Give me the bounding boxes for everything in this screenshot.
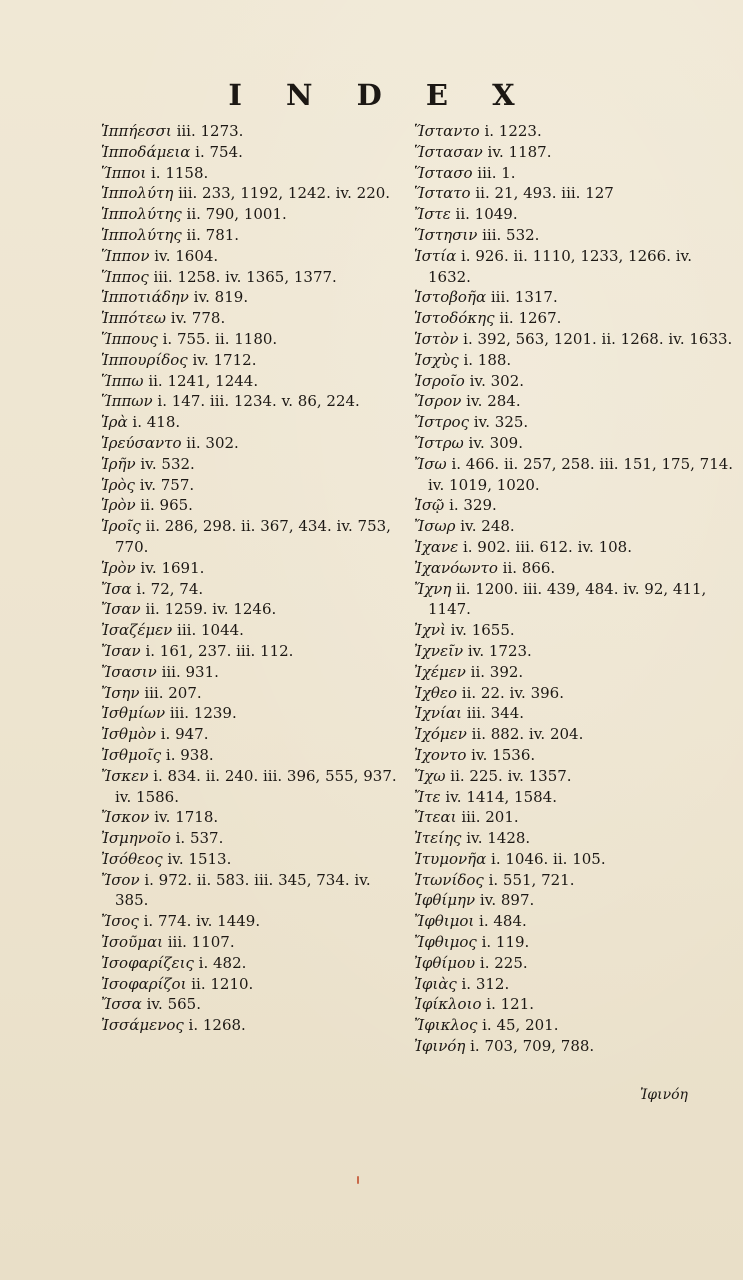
index-headword: Ἱρὸν xyxy=(101,496,136,515)
index-references: iii. 1273. xyxy=(171,122,244,140)
index-entry xyxy=(101,287,401,308)
index-entry xyxy=(101,766,401,808)
index-references: ii. 1210. xyxy=(186,974,254,993)
index-references: ii. 1049. xyxy=(450,205,518,224)
index-entry xyxy=(101,807,401,828)
index-headword: Ἰσοφαρίζεις xyxy=(101,953,194,972)
index-entry xyxy=(414,537,734,558)
index-references: i. 938. xyxy=(161,745,214,764)
index-entry xyxy=(414,183,734,204)
index-headword: Ἵστασο xyxy=(414,163,473,182)
index-entry xyxy=(101,246,401,267)
index-entry xyxy=(101,225,401,246)
index-references: i. 392, 563, 1201. ii. 1268. iv. 1633. xyxy=(458,329,733,348)
index-references: i. 972. ii. 583. iii. 345, 734. iv. 385. xyxy=(115,870,376,910)
index-entry xyxy=(101,953,401,974)
index-references: i. 834. ii. 240. iii. 396, 555, 937. iv. 1586. xyxy=(115,766,402,806)
index-references: iii. 1. xyxy=(472,163,516,182)
index-references: iv. 1604. xyxy=(149,246,219,265)
index-entry xyxy=(101,1015,401,1036)
index-references: i. 482. xyxy=(193,953,247,972)
index-references: i. 418. xyxy=(127,413,181,432)
index-references: iv. 309. xyxy=(463,433,523,452)
index-headword: Ἱρεύσαντο xyxy=(101,433,182,452)
index-headword: Ἴχω xyxy=(414,766,446,785)
index-headword: Ἰχανόωντο xyxy=(414,558,498,577)
index-entry xyxy=(101,849,401,870)
index-headword: Ἰχέμεν xyxy=(414,662,466,681)
index-entry xyxy=(101,662,401,683)
index-entry xyxy=(101,641,401,662)
index-references: ii. 302. xyxy=(181,433,239,452)
index-references: ii. 1259. iv. 1246. xyxy=(140,600,277,619)
index-headword: Ἰφιὰς xyxy=(414,974,457,993)
index-entry xyxy=(414,225,734,246)
index-entry xyxy=(414,683,734,704)
index-entry xyxy=(414,724,734,745)
index-headword: Ἱππολύτη xyxy=(101,184,174,203)
index-references: ii. 781. xyxy=(181,225,240,244)
index-headword: Ἰσοῦμαι xyxy=(101,933,163,952)
index-entry xyxy=(101,620,401,641)
index-entry xyxy=(101,433,401,454)
index-headword: Ἴφικλος xyxy=(414,1016,478,1035)
index-references: iii. 1317. xyxy=(486,288,558,307)
index-entry xyxy=(101,308,401,329)
index-entry xyxy=(414,1015,734,1036)
index-references: i. 1223. xyxy=(479,122,542,140)
index-headword: Ἱρὰ xyxy=(101,413,128,432)
index-references: i. 45, 201. xyxy=(477,1016,559,1035)
index-headword: Ἰτυμονῆα xyxy=(414,849,487,868)
index-references: iii. 1107. xyxy=(162,933,235,952)
index-entry xyxy=(414,745,734,766)
index-headword: Ἰσόθεος xyxy=(101,849,163,868)
index-entry xyxy=(414,142,734,163)
index-references: iii. 1044. xyxy=(172,621,244,640)
index-entry xyxy=(101,516,401,558)
index-entry xyxy=(101,454,401,475)
index-headword: Ἰσθμὸν xyxy=(101,725,156,744)
index-entry xyxy=(101,870,401,912)
index-entry xyxy=(101,412,401,433)
index-references: iv. 1428. xyxy=(461,829,531,848)
index-headword: Ἰχνεῖν xyxy=(414,641,464,660)
index-references: i. 121. xyxy=(481,995,534,1014)
index-entry xyxy=(414,994,734,1015)
index-references: iii. 931. xyxy=(156,662,219,681)
index-entry xyxy=(414,412,734,433)
index-headword: Ἱστοδόκης xyxy=(414,309,495,328)
index-entry xyxy=(101,183,401,204)
index-headword: Ἴσα xyxy=(101,579,132,598)
index-references: i. 537. xyxy=(170,829,224,848)
index-headword: Ἴσαν xyxy=(101,641,141,660)
index-references: i. 1158. xyxy=(146,163,209,182)
index-headword: Ἵστησιν xyxy=(414,225,478,244)
index-references: iv. 1691. xyxy=(135,558,205,577)
index-entry xyxy=(414,1036,734,1057)
index-headword: Ἱρὸν xyxy=(101,558,136,577)
index-entry xyxy=(414,204,734,225)
index-entry xyxy=(414,495,734,516)
index-references: iv. 302. xyxy=(464,371,525,390)
index-references: iii. 1239. xyxy=(165,704,237,723)
index-headword: Ἴτεαι xyxy=(414,808,457,827)
catchword: Ἰφινόη xyxy=(640,1087,688,1103)
index-references: iii. 532. xyxy=(477,225,540,244)
index-headword: Ἵππον xyxy=(101,246,150,265)
index-headword: Ἴσην xyxy=(101,683,140,702)
index-entry xyxy=(101,994,401,1015)
index-entry xyxy=(101,911,401,932)
index-entry xyxy=(101,267,401,288)
index-references: i. 551, 721. xyxy=(483,870,575,889)
index-references: iv. 1723. xyxy=(463,641,532,660)
index-references: iv. 1712. xyxy=(187,350,257,369)
index-references: iv. 1655. xyxy=(445,621,515,640)
index-headword: Ἵππος xyxy=(101,267,149,286)
index-entry xyxy=(414,766,734,787)
index-references: ii. 790, 1001. xyxy=(181,205,287,224)
index-references: iii. 207. xyxy=(139,683,202,702)
index-references: i. 312. xyxy=(456,974,510,993)
index-headword: Ἵππω xyxy=(101,371,144,390)
index-headword: Ἴσω xyxy=(414,454,447,473)
index-references: iii. 233, 1192, 1242. iv. 220. xyxy=(173,184,391,203)
index-references: i. 754. xyxy=(190,142,243,161)
index-headword: Ἱππήεσσι xyxy=(101,122,172,140)
index-references: iv. 778. xyxy=(166,309,226,328)
index-headword: Ἰσχὺς xyxy=(414,350,459,369)
index-entry xyxy=(414,828,734,849)
index-references: i. 1046. ii. 105. xyxy=(486,849,606,868)
index-headword: Ἱππουρίδος xyxy=(101,350,188,369)
index-headword: Ἴσον xyxy=(101,870,140,889)
index-entry xyxy=(414,953,734,974)
index-headword: Ἱστοβοῆα xyxy=(414,288,487,307)
index-references: ii. 225. iv. 1357. xyxy=(445,766,572,785)
index-entry xyxy=(414,308,734,329)
index-headword: Ἰχνὶ xyxy=(414,621,446,640)
index-headword: Ἰσροῖο xyxy=(414,371,465,390)
index-references: ii. 1200. iii. 439, 484. iv. 92, 411, 1147. xyxy=(428,579,712,619)
index-headword: Ἴστρω xyxy=(414,433,464,452)
index-entry xyxy=(101,599,401,620)
index-headword: Ἵσταντο xyxy=(414,122,480,140)
index-headword: Ἴφθιμοι xyxy=(414,912,475,931)
index-entry xyxy=(414,703,734,724)
index-headword: Ἴσσα xyxy=(101,995,142,1014)
index-column-right xyxy=(414,121,738,1057)
index-headword: Ἴσωρ xyxy=(414,517,456,536)
index-references: i. 329. xyxy=(444,496,497,515)
index-references: iii. 1258. iv. 1365, 1377. xyxy=(148,267,337,286)
index-entry xyxy=(414,807,734,828)
index-entry xyxy=(414,516,734,537)
index-headword: Ἵππων xyxy=(101,392,153,411)
index-entry xyxy=(101,974,401,995)
index-entry xyxy=(414,329,734,350)
index-headword: Ἰσῷ xyxy=(414,496,445,515)
paper-speck xyxy=(357,1176,359,1184)
index-entry xyxy=(414,849,734,870)
index-headword: Ἰχνίαι xyxy=(414,704,462,723)
index-headword: Ἵπποι xyxy=(101,163,147,182)
index-headword: Ἱρῆν xyxy=(101,454,136,473)
index-entry xyxy=(414,433,734,454)
index-headword: Ἴχνη xyxy=(414,579,452,598)
index-references: i. 926. ii. 1110, 1233, 1266. iv. 1632. xyxy=(428,246,697,286)
index-headword: Ἴσκον xyxy=(101,808,150,827)
index-entry xyxy=(414,890,734,911)
index-entry xyxy=(414,121,734,142)
index-entry xyxy=(414,932,734,953)
index-references: i. 947. xyxy=(155,725,209,744)
index-entry xyxy=(101,163,401,184)
index-references: iv. 325. xyxy=(468,413,529,432)
index-entry xyxy=(101,683,401,704)
index-headword: Ἵστατο xyxy=(414,184,471,203)
index-entry xyxy=(414,620,734,641)
index-entry xyxy=(414,870,734,891)
index-entry xyxy=(101,204,401,225)
index-entry xyxy=(414,246,734,288)
index-headword: Ἰφθίμην xyxy=(414,891,476,910)
index-references: ii. 866. xyxy=(497,558,556,577)
index-references: iv. 532. xyxy=(135,454,195,473)
index-entry xyxy=(101,579,401,600)
index-headword: Ἰχόμεν xyxy=(414,725,467,744)
index-references: i. 484. xyxy=(474,912,527,931)
index-headword: Ἴσκεν xyxy=(101,766,149,785)
index-entry xyxy=(414,350,734,371)
index-entry xyxy=(414,641,734,662)
page-title: I N D E X xyxy=(228,78,532,112)
index-headword: Ἴσρον xyxy=(414,392,462,411)
index-references: iv. 248. xyxy=(455,517,515,536)
index-entry xyxy=(101,142,401,163)
index-entry xyxy=(414,579,734,621)
index-references: i. 466. ii. 257, 258. iii. 151, 175, 714. iv. 1019, 1020. xyxy=(428,454,738,494)
index-headword: Ἴστρος xyxy=(414,413,469,432)
index-references: ii. 22. iv. 396. xyxy=(457,683,564,702)
index-entry xyxy=(101,558,401,579)
index-headword: Ἱστία xyxy=(414,246,457,265)
index-headword: Ἴστε xyxy=(414,205,451,224)
index-references: i. 1268. xyxy=(183,1016,246,1035)
index-references: ii. 882. iv. 204. xyxy=(466,725,584,744)
index-entry xyxy=(101,495,401,516)
index-references: i. 72, 74. xyxy=(131,579,204,598)
index-headword: Ἴσος xyxy=(101,912,139,931)
index-references: iv. 897. xyxy=(475,891,535,910)
index-headword: Ἰτωνίδος xyxy=(414,870,484,889)
index-entry xyxy=(101,329,401,350)
index-column-left xyxy=(101,121,401,1036)
index-entry xyxy=(101,703,401,724)
index-references: iv. 1718. xyxy=(149,808,219,827)
index-references: i. 902. iii. 612. iv. 108. xyxy=(458,537,632,556)
index-headword: Ἰχοντο xyxy=(414,745,467,764)
index-references: iv. 819. xyxy=(188,288,249,307)
index-headword: Ἴφθιμος xyxy=(414,933,477,952)
index-entry xyxy=(101,745,401,766)
index-references: i. 703, 709, 788. xyxy=(465,1037,595,1056)
index-references: iii. 201. xyxy=(456,808,519,827)
index-references: i. 755. ii. 1180. xyxy=(157,329,278,348)
index-references: ii. 21, 493. iii. 127 xyxy=(470,184,614,203)
index-entry xyxy=(414,787,734,808)
index-entry xyxy=(414,911,734,932)
index-headword: Ἰσμηνοῖο xyxy=(101,829,171,848)
index-entry xyxy=(101,932,401,953)
index-entry xyxy=(414,558,734,579)
index-headword: Ἰφθίμου xyxy=(414,953,476,972)
index-entry xyxy=(101,371,401,392)
index-references: ii. 286, 298. ii. 367, 434. iv. 753, 770. xyxy=(115,517,396,556)
index-headword: Ἰσθμοῖς xyxy=(101,745,162,764)
index-entry xyxy=(101,475,401,496)
index-headword: Ἰφινόη xyxy=(414,1037,466,1056)
index-references: ii. 965. xyxy=(135,496,193,515)
index-headword: Ἴτε xyxy=(414,787,441,806)
index-references: i. 188. xyxy=(458,350,512,369)
index-headword: Ἵππους xyxy=(101,329,158,348)
index-entry xyxy=(414,391,734,412)
index-headword: Ἰφίκλοιο xyxy=(414,995,482,1014)
index-headword: Ἰχθεο xyxy=(414,683,458,702)
index-entry xyxy=(414,974,734,995)
index-headword: Ἱπποδάμεια xyxy=(101,142,191,161)
index-headword: Ἱππολύτης xyxy=(101,205,182,224)
index-entry xyxy=(414,371,734,392)
index-headword: Ἴσαν xyxy=(101,600,141,619)
index-headword: Ἴσασιν xyxy=(101,662,157,681)
index-headword: Ἱστὸν xyxy=(414,329,459,348)
index-references: iv. 757. xyxy=(134,475,195,494)
index-entry xyxy=(101,828,401,849)
index-entry xyxy=(414,163,734,184)
index-headword: Ἱπποτιάδην xyxy=(101,288,189,307)
index-references: ii. 392. xyxy=(465,662,524,681)
index-headword: Ἵστασαν xyxy=(414,142,483,161)
index-headword: Ἱππολύτης xyxy=(101,225,182,244)
index-entry xyxy=(101,121,401,142)
index-references: iv. 565. xyxy=(141,995,201,1014)
index-headword: Ἰσσάμενος xyxy=(101,1016,184,1035)
index-entry xyxy=(414,287,734,308)
index-entry xyxy=(414,454,738,496)
index-entry xyxy=(101,350,401,371)
index-entry xyxy=(101,391,401,412)
index-headword: Ἰτείης xyxy=(414,829,462,848)
index-entry xyxy=(101,724,401,745)
index-headword: Ἰσοφαρίζοι xyxy=(101,974,187,993)
index-headword: Ἰχανε xyxy=(414,537,459,556)
index-references: iv. 1187. xyxy=(482,142,552,161)
index-headword: Ἰσθμίων xyxy=(101,704,166,723)
index-references: iii. 344. xyxy=(461,704,525,723)
index-references: i. 774. iv. 1449. xyxy=(138,912,261,931)
index-references: iv. 1513. xyxy=(162,849,232,868)
index-references: iv. 1536. xyxy=(466,745,536,764)
index-headword: Ἱρὸς xyxy=(101,475,135,494)
index-references: ii. 1241, 1244. xyxy=(143,371,259,390)
index-references: i. 225. xyxy=(475,953,528,972)
index-references: i. 119. xyxy=(476,933,530,952)
index-references: i. 147. iii. 1234. v. 86, 224. xyxy=(152,392,360,411)
index-references: iv. 284. xyxy=(461,392,521,411)
index-headword: Ἱππότεω xyxy=(101,309,167,328)
index-references: iv. 1414, 1584. xyxy=(440,787,557,806)
index-headword: Ἰσαζέμεν xyxy=(101,621,173,640)
index-entry xyxy=(414,662,734,683)
index-headword: Ἱροῖς xyxy=(101,517,141,536)
index-references: ii. 1267. xyxy=(494,309,562,328)
index-references: i. 161, 237. iii. 112. xyxy=(140,641,294,660)
